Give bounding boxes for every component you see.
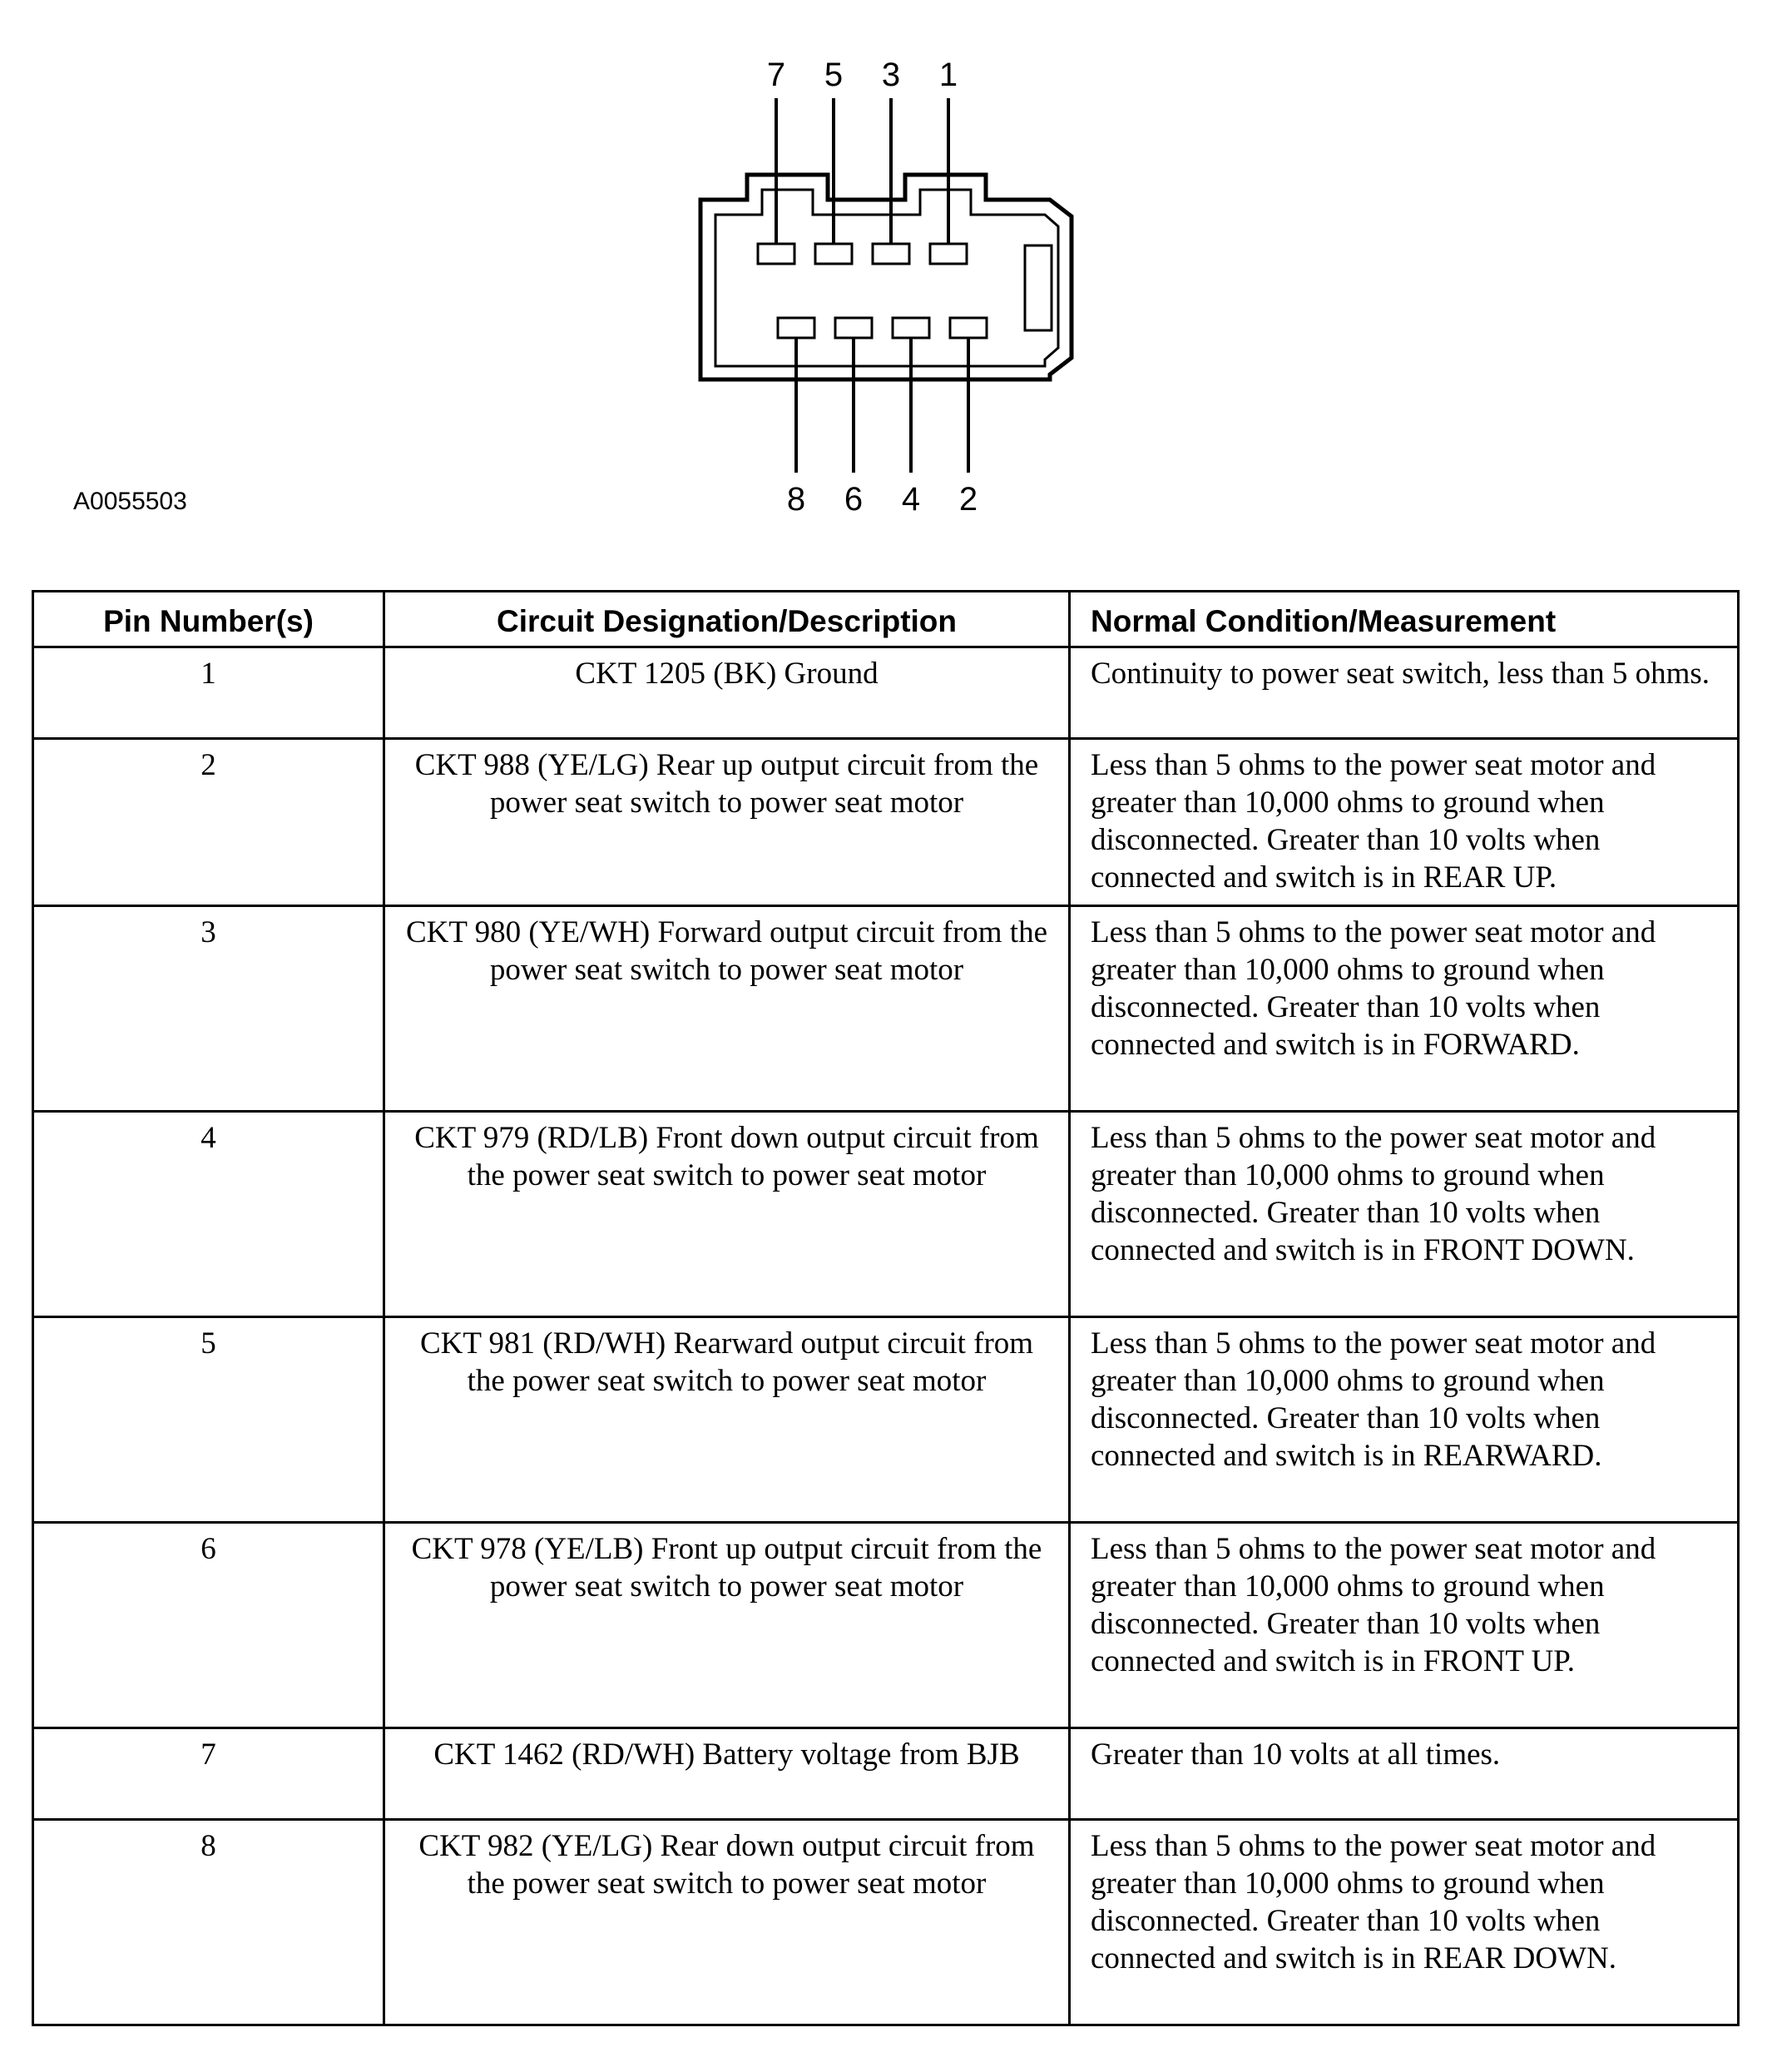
table-row [33,1317,1739,1523]
terminal-cavity [778,318,814,338]
terminal-cavity [815,244,852,264]
header-circuit-description: Circuit Designation/Description [384,592,1070,647]
terminal-cavity [873,244,909,264]
pin-number-cell: 8 [33,1820,384,2025]
pin-number-label: 5 [824,57,844,93]
connector-inner-outline [715,190,1058,366]
connector-housing-outline [700,175,1072,379]
figure-id: A0055503 [73,488,187,515]
table-row [33,906,1739,1112]
measurement-cell: Less than 5 ohms to the power seat motor and greater than 10,000 ohms to ground when disconnected. Greater than 10 volts when connected and switch is in FRONT DOWN. [1070,1112,1739,1317]
measurement-cell: Less than 5 ohms to the power seat motor and greater than 10,000 ohms to ground when disconnected. Greater than 10 volts when connected and switch is in FORWARD. [1070,906,1739,1112]
terminal-group [758,244,987,338]
leader-line-group [776,98,968,473]
header-pin-number: Pin Number(s) [33,592,384,647]
pin-number-label: 2 [958,481,978,518]
circuit-description-cell: CKT 980 (YE/WH) Forward output circuit from the power seat switch to power seat motor [384,906,1070,1112]
pin-table [32,590,1740,2026]
table-row [33,1523,1739,1728]
circuit-description-cell: CKT 978 (YE/LB) Front up output circuit from the power seat switch to power seat motor [384,1523,1070,1728]
table-row [33,1112,1739,1317]
pin-number-label: 8 [786,481,806,518]
circuit-description-cell: CKT 979 (RD/LB) Front down output circuit from the power seat switch to power seat motor [384,1112,1070,1317]
connector-lock-tab [1025,245,1052,330]
terminal-cavity [930,244,967,264]
table-row [33,1728,1739,1820]
pin-number-cell: 7 [33,1728,384,1820]
circuit-description-cell: CKT 1205 (BK) Ground [384,647,1070,739]
pin-number-cell: 2 [33,739,384,906]
circuit-description-cell: CKT 982 (YE/LG) Rear down output circuit from the power seat switch to power seat motor [384,1820,1070,2025]
pin-number-cell: 4 [33,1112,384,1317]
terminal-cavity [950,318,987,338]
pin-number-cell: 5 [33,1317,384,1523]
terminal-cavity [835,318,872,338]
measurement-cell: Greater than 10 volts at all times. [1070,1728,1739,1820]
pin-number-cell: 1 [33,647,384,739]
table-row [33,739,1739,906]
measurement-cell: Less than 5 ohms to the power seat motor and greater than 10,000 ohms to ground when disconnected. Greater than 10 volts when connected and switch is in REAR UP. [1070,739,1739,906]
table-row [33,647,1739,739]
pin-number-label: 6 [844,481,864,518]
measurement-cell: Less than 5 ohms to the power seat motor and greater than 10,000 ohms to ground when disconnected. Greater than 10 volts when connected and switch is in FRONT UP. [1070,1523,1739,1728]
terminal-cavity [758,244,794,264]
circuit-description-cell: CKT 1462 (RD/WH) Battery voltage from BJB [384,1728,1070,1820]
pin-number-label: 3 [881,57,901,93]
circuit-description-cell: CKT 988 (YE/LG) Rear up output circuit from the power seat switch to power seat motor [384,739,1070,906]
header-normal-condition: Normal Condition/Measurement [1070,592,1739,647]
pin-number-label: 1 [938,57,958,93]
measurement-cell: Continuity to power seat switch, less than 5 ohms. [1070,647,1739,739]
measurement-cell: Less than 5 ohms to the power seat motor and greater than 10,000 ohms to ground when disconnected. Greater than 10 volts when connected and switch is in REAR DOWN. [1070,1820,1739,2025]
pin-number-cell: 6 [33,1523,384,1728]
pin-number-label: 4 [901,481,921,518]
measurement-cell: Less than 5 ohms to the power seat motor and greater than 10,000 ohms to ground when disconnected. Greater than 10 volts when connected and switch is in REARWARD. [1070,1317,1739,1523]
pin-number-cell: 3 [33,906,384,1112]
table-row [33,1820,1739,2025]
circuit-description-cell: CKT 981 (RD/WH) Rearward output circuit from the power seat switch to power seat motor [384,1317,1070,1523]
connector-diagram [0,0,1767,566]
pin-number-label: 7 [766,57,786,93]
table-header-row [33,592,1739,647]
terminal-cavity [893,318,929,338]
